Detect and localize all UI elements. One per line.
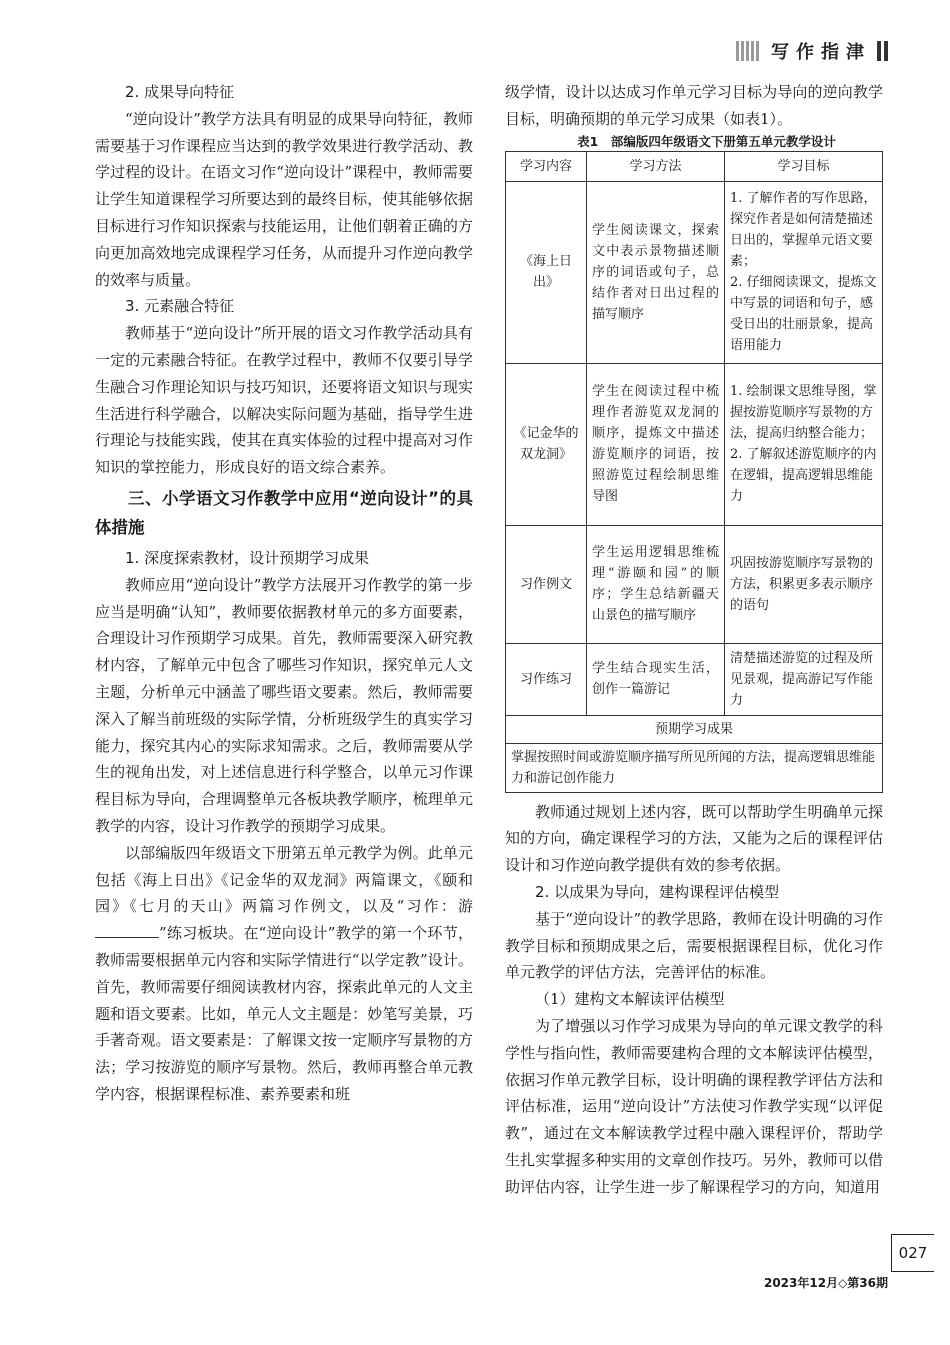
row-content: 习作练习 bbox=[506, 643, 587, 715]
table-row bbox=[506, 525, 883, 643]
goal-line: 清楚描述游览的过程及所见景观，提高游记写作能力 bbox=[730, 650, 874, 708]
row-method: 学生在阅读过程中梳理作者游览双龙洞的顺序，提炼文中描述游览顺序的词语，按照游览过程绘制思维导图 bbox=[587, 363, 725, 525]
goal-line: 1. 了解作者的写作思路，探究作者是如何清楚描述日出的，掌握单元语文要素； bbox=[730, 191, 877, 270]
row-goal bbox=[725, 181, 883, 363]
outcome-text: 掌握按照时间或游览顺序描写所见所闻的方法，提高逻辑思维能力和游记创作能力 bbox=[506, 743, 883, 792]
table-row bbox=[506, 643, 883, 715]
right_column-subheading: 2. 以成果为导向，建构课程评估模型 bbox=[535, 882, 780, 901]
row-method: 学生运用逻辑思维梳理“游颐和园”的顺序；学生总结新疆天山景色的描写顺序 bbox=[587, 525, 725, 643]
example-text-part2: ”练习板块。在“逆向设计”教学的第一个环节，教师需要根据单元内容和实际学情进行“以学定教”设计。首先，教师需要仔细阅读教材内容，探索此单元的人文主题和语文要素。比如，单元人文主题是：妙笔写美景，巧手著奇观。语文要素是：了解课文按一定顺序写景物的方法；学习按游览的顺序写景物。然后，教师再整合单元教学内容，根据课程标准、素养要素和班 bbox=[95, 924, 473, 1103]
running-header bbox=[736, 38, 888, 64]
row-method: 学生阅读课文，探索文中表示景物描述顺序的词语或句子，总结作者对日出过程的描写顺序 bbox=[587, 181, 725, 363]
table-row bbox=[506, 363, 883, 525]
left_column-section-heading: 三、小学语文习作教学中应用“逆向设计”的具体措施 bbox=[95, 488, 473, 537]
left_column-subheading: 3. 元素融合特征 bbox=[125, 297, 235, 316]
fill-blank bbox=[95, 923, 159, 938]
goal-line: 巩固按游览顺序写景物的方法，积累更多表示顺序的语句 bbox=[730, 555, 874, 613]
section-title: 写作指津 bbox=[771, 42, 871, 63]
right_column-subheading: （1）建构文本解读评估模型 bbox=[535, 990, 725, 1009]
goal-line: 1. 绘制课文思维导图，掌握按游览顺序写景物的方法，提高归纳整合能力； bbox=[730, 384, 877, 442]
table-row bbox=[506, 181, 883, 363]
row-content: 《记金华的双龙洞》 bbox=[506, 363, 587, 525]
row-content: 习作例文 bbox=[506, 525, 587, 643]
row-goal bbox=[725, 643, 883, 715]
right-column bbox=[505, 79, 883, 1201]
row-goal bbox=[725, 525, 883, 643]
header-stripes-right bbox=[877, 41, 888, 61]
left_column-subheading: 2. 成果导向特征 bbox=[125, 83, 235, 101]
goal-line: 2. 仔细阅读课文，提炼文中写景的词语和句子，感受日出的壮丽景象，提高语用能力 bbox=[730, 275, 877, 354]
right-text-blocks bbox=[505, 799, 883, 1201]
left-text-blocks bbox=[95, 79, 473, 840]
example-text-part1: 以部编版四年级语文下册第五单元教学为例。此单元包括《海上日出》《记金华的双龙洞》两篇课文，《颐和园》《七月的天山》两篇习作例文，以及“习作：游 bbox=[95, 843, 473, 916]
left_column-paragraph: 教师基于“逆向设计”所开展的语文习作教学活动具有一定的元素融合特征。在教学过程中，教师不仅要引导学生融合习作理论知识与技巧知识，还要将语文知识与现实生活进行科学融合，以解决实际问题为基础，指导学生进行理论与技能实践，使其在真实体验的过程中提高对习作知识的掌控能力，形成良好的语文综合素养。 bbox=[95, 324, 473, 477]
teaching-design-table bbox=[505, 151, 883, 793]
left_column-paragraph: “逆向设计”教学方法具有明显的成果导向特征，教师需要基于习作课程应当达到的教学效果进行教学活动、教学过程的设计。在语文习作“逆向设计”课程中，教师需要让学生知道课程学习所要达到的最终目标，使其能够依据目标进行习作知识探索与技能运用，让他们朝着正确的方向更加高效地完成课程学习任务，从而提升习作逆向教学的效率与质量。 bbox=[95, 109, 473, 289]
row-content: 《海上日出》 bbox=[506, 181, 587, 363]
header-method: 学习方法 bbox=[587, 151, 725, 181]
header-content: 学习内容 bbox=[506, 151, 587, 181]
right_column-paragraph: 基于“逆向设计”的教学思路，教师在设计明确的习作教学目标和预期成果之后，需要根据课程目标，优化习作单元教学的评估方法，完善评估的标准。 bbox=[505, 909, 883, 982]
left_column-paragraph: 教师应用“逆向设计”教学方法展开习作教学的第一步应当是明确“认知”，教师要依据教材单元的多方面要素，合理设计习作预期学习成果。首先，教师需要深入研究教材内容，了解单元中包含了哪些习作知识，探究单元人文主题，分析单元中涵盖了哪些语文要素。然后，教师需要深入了解当前班级的实际学情，分析班级学生的真实学习能力，探究其内心的实际求知需求。之后，教师需要从学生的视角出发，对上述信息进行科学整合，以单元习作课程目标为导向，合理调整单元各板块教学顺序，梳理单元教学的内容，设计习作教学的预期学习成果。 bbox=[95, 575, 473, 835]
goal-line: 2. 了解叙述游览顺序的内在逻辑，提高逻辑思维能力 bbox=[730, 447, 877, 505]
right-intro-paragraph: 级学情，设计以达成习作单元学习目标为导向的逆向教学目标，明确预期的单元学习成果（如表1）。 bbox=[505, 83, 883, 128]
table-header-row bbox=[506, 151, 883, 181]
right_column-paragraph: 教师通过规划上述内容，既可以帮助学生明确单元探知的方向，确定课程学习的方法，又能为之后的课程评估设计和习作逆向教学提供有效的参考依据。 bbox=[505, 802, 883, 875]
outcome-row bbox=[506, 743, 883, 792]
outcome-header: 预期学习成果 bbox=[506, 715, 883, 743]
example-paragraph bbox=[95, 840, 473, 1108]
header-stripes-left bbox=[736, 41, 759, 61]
row-goal bbox=[725, 363, 883, 525]
page-number: 027 bbox=[891, 1234, 934, 1272]
row-method: 学生结合现实生活，创作一篇游记 bbox=[587, 643, 725, 715]
header-goal: 学习目标 bbox=[725, 151, 883, 181]
left-column bbox=[95, 79, 473, 1108]
table-title: 表1 部编版四年级语文下册第五单元教学设计 bbox=[577, 133, 836, 149]
outcome-header-row bbox=[506, 715, 883, 743]
issue-info: 2023年12月◇第36期 bbox=[763, 1276, 888, 1290]
right_column-paragraph: 为了增强以习作学习成果为导向的单元课文教学的科学性与指向性，教师需要建构合理的文本解读评估模型，依据习作单元教学目标，设计明确的课程教学评估方法和评估标准，运用“逆向设计”方法使习作教学实现“以评促教”，通过在文本解读教学过程中融入课程评价，帮助学生扎实掌握多种实用的文章创作技巧。另外，教师可以借助评估内容，让学生进一步了解课程学习的方向，知道用 bbox=[505, 1016, 883, 1196]
left_column-subheading: 1. 深度探索教材，设计预期学习成果 bbox=[125, 548, 370, 567]
